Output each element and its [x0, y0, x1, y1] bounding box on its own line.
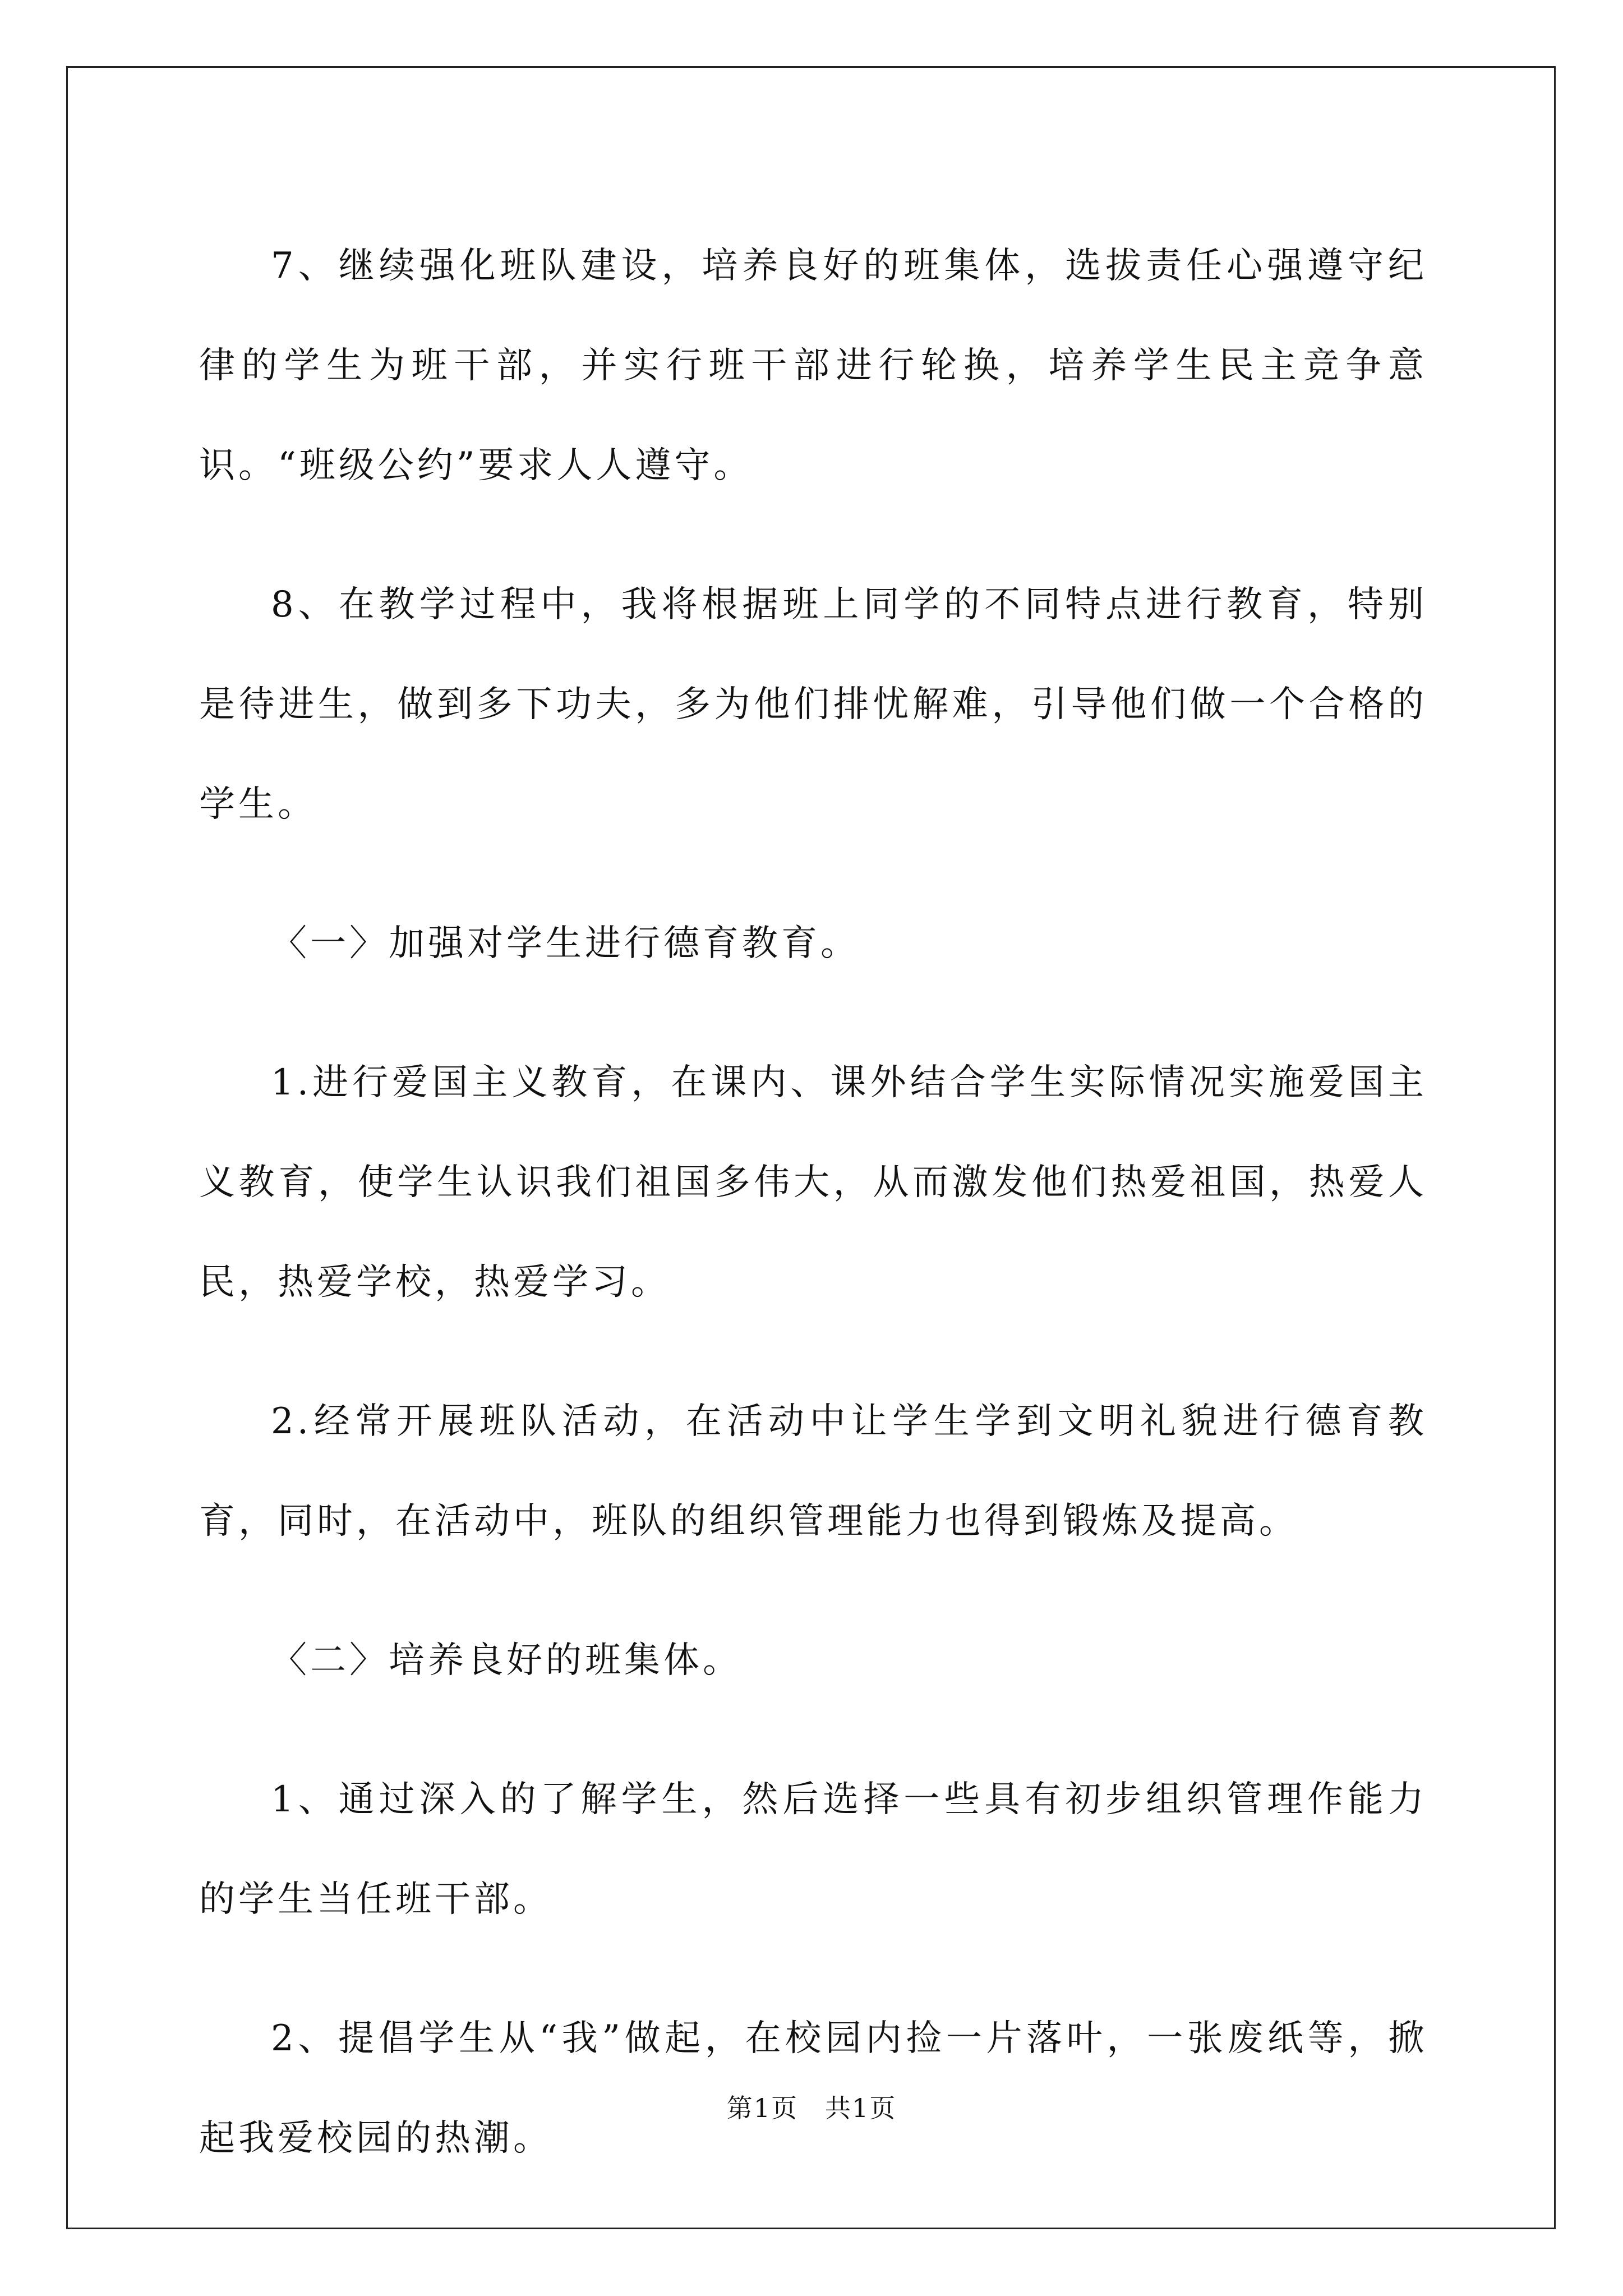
paragraph-7-class-building: 7、继续强化班队建设，培养良好的班集体，选拔责任心强遵守纪律的学生为班干部，并实行班干部进行轮换，培养学生民主竞争意识。“班级公约”要求人人遵守。 — [199, 245, 1427, 486]
document-body — [199, 216, 1427, 2228]
paragraph-love-campus: 2、提倡学生从“我”做起，在校园内捡一片落叶，一张废纸等，掀起我爱校园的热潮。 — [199, 2018, 1427, 2159]
section-heading-good-collective: 〈二〉培养良好的班集体。 — [271, 1640, 742, 1681]
paragraph-select-class-cadres: 1、通过深入的了解学生，然后选择一些具有初步组织管理作能力的学生当任班干部。 — [199, 1779, 1427, 1920]
paragraph-patriotic-education: 1.进行爱国主义教育，在课内、课外结合学生实际情况实施爱国主义教育，使学生认识我们祖国多伟大，从而激发他们热爱祖国，热爱人民，热爱学校，热爱学习。 — [199, 1062, 1427, 1303]
page-number: 第1页 共1页 — [726, 2093, 897, 2123]
section-heading-moral-education: 〈一〉加强对学生进行德育教育。 — [271, 923, 860, 964]
paragraph-8-teaching-process: 8、在教学过程中，我将根据班上同学的不同特点进行教育，特别是待进生，做到多下功夫，多为他们排忧解难，引导他们做一个合格的学生。 — [199, 584, 1427, 825]
paragraph-class-activities: 2.经常开展班队活动，在活动中让学生学到文明礼貌进行德育教育，同时，在活动中，班队的组织管理能力也得到锻炼及提高。 — [199, 1401, 1427, 1542]
